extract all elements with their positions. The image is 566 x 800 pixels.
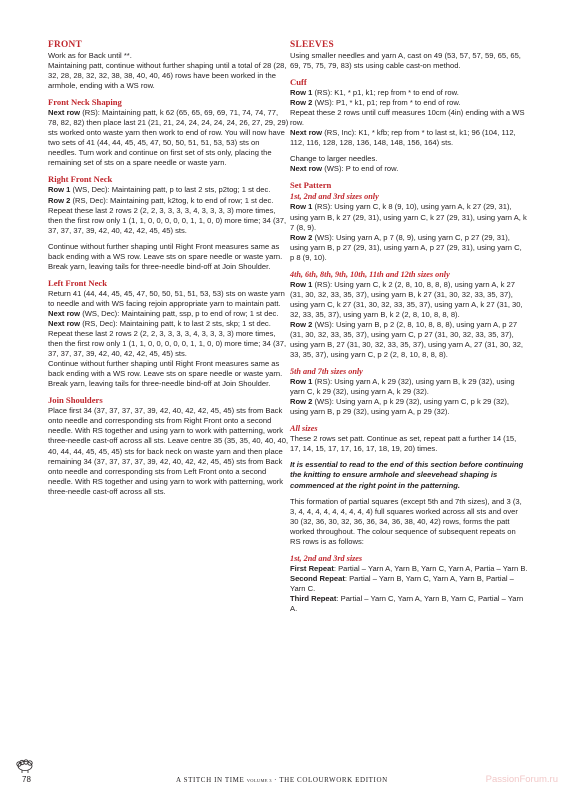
row-label: Row 2	[290, 98, 313, 108]
front-neck-shaping-heading: Front Neck Shaping	[48, 97, 122, 108]
sizes-subheading-1: 1st, 2nd and 3rd sizes only	[290, 192, 379, 202]
cuff-heading: Cuff	[290, 77, 307, 88]
sp1-row-1	[290, 202, 528, 232]
rfn-repeat-paragraph: Repeat these last 2 rows 2 (2, 2, 3, 3, 3, 3, 4, 3, 3, 3, 3) more times, then the first row only 1 (1, 1, 0, 0, 0, 0, 0, 1, 1, 0, 0) more time; 34 (37, 37, 37, 37, 39, 42, 40, 42, 42, 45, 45) sts.	[48, 205, 287, 235]
row-text: (RS): Using yarn A, k 29 (32), using yarn B, k 29 (32), using yarn C, k 29 (32), using yarn A, k 29 (32).	[290, 377, 515, 397]
row-text: (WS, Dec): Maintaining patt, p to last 2 sts, p2tog; 1 st dec.	[70, 185, 271, 195]
row-label: Row 1	[290, 279, 313, 289]
row-label: Row 2	[48, 195, 71, 205]
row-text: (WS): Using yarn A, p 7 (8, 9), using yarn C, p 27 (29, 31), using yarn B, p 27 (29, 31), using yarn A, p 27 (29, 31), using yarn C, p 8 (9, 10).	[290, 232, 522, 262]
row-text: (WS): P to end of row.	[322, 164, 399, 174]
important-note: It is essential to read to the end of this section before continuing the knitting to ensure armhole and sleevehead shaping is commenced at the right point in the patterning.	[290, 460, 524, 490]
right-front-neck-heading: Right Front Neck	[48, 174, 113, 185]
page-footer	[0, 772, 566, 794]
first-repeat	[290, 564, 528, 574]
lfn-next-row-2	[48, 319, 290, 329]
cuff-row-1	[290, 88, 528, 98]
row-label: Next row	[48, 308, 81, 318]
volume-label: VOLUME 3	[246, 778, 272, 783]
row-text: (RS): K1, * p1, k1; rep from * to end of row.	[312, 88, 459, 98]
watermark: PassionForum.ru	[485, 774, 558, 785]
sp3-row-1	[290, 377, 528, 397]
lfn-return-paragraph: Return 41 (44, 44, 45, 45, 47, 50, 50, 51, 51, 53, 53) sts on waste yarn to needle and with WS facing rejoin appropriate yarn to maintain patt.	[48, 288, 285, 308]
cuff-next-row	[290, 128, 528, 148]
right-column	[290, 40, 528, 614]
row-label: Next row	[290, 128, 323, 138]
cuff-next-row-2	[290, 164, 528, 174]
running-footer: A STITCH IN TIME VOLUME 3 · THE COLOURWORK EDITION	[176, 776, 388, 784]
row-text: (WS): Using yarn A, p k 29 (32), using yarn C, p k 29 (32), using yarn B, p 29 (32), using yarn A, p 29 (32).	[290, 397, 510, 417]
row-label: Next row	[48, 318, 81, 328]
edition-label: THE COLOURWORK EDITION	[279, 776, 388, 784]
left-front-neck-heading: Left Front Neck	[48, 277, 108, 288]
row-text: (RS): Using yarn C, k 8 (9, 10), using yarn A, k 27 (29, 31), using yarn B, k 27 (29, 31), using yarn C, k 27 (29, 31), using yarn A, k 7 (8, 9).	[290, 202, 527, 232]
row-text: (WS): P1, * k1, p1; rep from * to end of row.	[312, 98, 461, 108]
third-repeat	[290, 594, 528, 614]
sleeves-paragraph: Using smaller needles and yarn A, cast on 49 (53, 57, 57, 59, 65, 65, 69, 75, 75, 79, 83) sts using cable cast-on method.	[290, 51, 521, 71]
row-text: (RS, Dec): Maintaining patt, k2tog, k to end of row; 1 st dec.	[70, 195, 274, 205]
row-label: Row 2	[290, 232, 313, 242]
second-repeat	[290, 574, 528, 594]
row-text: (WS): Using yarn B, p 2 (2, 8, 10, 8, 8, 8), using yarn A, p 27 (31, 30, 32, 33, 35, 37), using yarn C, p 27 (31, 30, 32, 33, 35, 37), using yarn B, 27 (31, 30, 32, 33, 35, 37), using yarn A, 27 (31, 30, 32, 33, 35, 37), using yarn C, p 2 (2, 8, 10, 8, 8, 8).	[290, 319, 524, 360]
row-text: (RS): Maintaining patt, k 62 (65, 65, 69, 69, 71, 74, 74, 77, 78, 82, 82) then place last 21 (21, 21, 24, 24, 24, 24, 24, 26, 27, 29, 29) sts worked onto waste yarn then work to end of row. You will now have two sets of 41 (44, 44, 45, 45, 47, 50, 50, 51, 51, 53, 53) sts on needles. Turn work and continue on first set of sts only, placing the remaining set of sts on a spare needle or waste yarn.	[48, 108, 289, 168]
row-label: Next row	[290, 164, 323, 174]
row-text: (RS, Inc): K1, * kfb; rep from * to last st, k1; 96 (104, 112, 112, 116, 128, 128, 136, 148, 148, 156, 164) sts.	[290, 128, 516, 148]
join-shoulders-heading: Join Shoulders	[48, 395, 103, 406]
row-text: : Partial – Yarn C, Yarn A, Yarn B, Yarn C, Partial – Yarn A.	[290, 593, 524, 613]
sp1-row-2	[290, 233, 528, 263]
page-number: 78	[22, 775, 31, 784]
row-text: (RS, Dec): Maintaining patt, k to last 2 sts, skp; 1 st dec.	[80, 318, 271, 328]
join-shoulders-paragraph: Place first 34 (37, 37, 37, 37, 39, 42, 40, 42, 42, 45, 45) sts from Back onto needle and corresponding sts from Right Front onto a second needle. With RS together and using yarn to work with patterning, work three-needle cast-off across all sts. Leave centre 35 (35, 35, 40, 40, 40, 40, 44, 44, 45, 45, 45) sts for back neck on waste yarn and then place remaining 34 (37, 37, 37, 37, 39, 42, 40, 42, 42, 45, 45) sts from Back onto needle and corresponding sts from Left Front onto a second needle. With RS together and using yarn to work with patterning, work three-needle cast-off across all sts.	[48, 406, 289, 496]
sizes-subheading-3: 5th and 7th sizes only	[290, 367, 363, 377]
row-text: : Partial – Yarn B, Yarn C, Yarn A, Yarn B, Partial – Yarn C.	[290, 573, 514, 593]
sp2-row-2	[290, 320, 528, 360]
row-text: : Partial – Yarn A, Yarn B, Yarn C, Yarn A, Partia – Yarn B.	[333, 563, 528, 573]
row-label: Third Repeat	[290, 593, 337, 603]
row-label: Next row	[48, 108, 81, 118]
cuff-row-2	[290, 98, 528, 108]
lfn-next-row-1	[48, 309, 290, 319]
rfn-row-1	[48, 185, 290, 195]
row-label: Second Repeat	[290, 573, 345, 583]
row-label: Row 1	[290, 377, 313, 387]
sp4-paragraph: These 2 rows set patt. Continue as set, repeat patt a further 14 (15, 17, 14, 15, 17, 17, 16, 17, 18, 19, 20) times.	[290, 434, 517, 454]
sizes-subheading-2: 4th, 6th, 8th, 9th, 10th, 11th and 12th sizes only	[290, 269, 450, 279]
cuff-change-needles: Change to larger needles.	[290, 154, 378, 164]
row-label: Row 1	[48, 185, 71, 195]
front-paragraph: Work as for Back until **. Maintaining patt, continue without further shaping until a total of 28 (28, 32, 28, 28, 32, 32, 38, 38, 40, 40, 46) rows have been worked in the armhole, ending with a WS row.	[48, 51, 287, 91]
formation-paragraph: This formation of partial squares (except 5th and 7th sizes), and 3 (3, 3, 4, 4, 4, 4, 4, 4, 4, 4, 4) full squares worked across all sts and over 30 (32, 36, 30, 32, 36, 36, 34, 36, 38, 40, 42) rows, forms the patt worked throughout. The colour sequence of subsequent repeats on RS rows is as follows:	[290, 496, 522, 546]
front-neck-shaping-paragraph	[48, 108, 290, 168]
set-pattern-heading: Set Pattern	[290, 180, 332, 191]
row-label: First Repeat	[290, 563, 334, 573]
cuff-repeat-paragraph: Repeat these 2 rows until cuff measures 10cm (4in) ending with a WS row.	[290, 108, 525, 128]
row-label: Row 1	[290, 202, 313, 212]
row-label: Row 2	[290, 319, 313, 329]
front-heading: FRONT	[48, 40, 83, 50]
sleeves-heading: SLEEVES	[290, 40, 334, 50]
sizes-subheading-5: 1st, 2nd and 3rd sizes	[290, 553, 363, 563]
rfn-row-2	[48, 196, 290, 206]
row-text: (WS, Dec): Maintaining patt, ssp, p to end of row; 1 st dec.	[80, 308, 279, 318]
lfn-repeat-paragraph: Repeat these last 2 rows 2 (2, 2, 3, 3, 3, 3, 4, 3, 3, 3, 3) more times, then the first row only 1 (1, 1, 0, 0, 0, 0, 0, 1, 1, 0, 0) more time; 34 (37, 37, 37, 37, 39, 42, 40, 42, 42, 45, 45) sts. Continue without further shaping until Right Front measures same as back ending with a WS row. Leave sts on spare needle or waste yarn. Break yarn, leaving tails for three-needle bind-off at Join Shoulder.	[48, 329, 287, 389]
magazine-title: A STITCH IN TIME	[176, 776, 245, 784]
sp2-row-1	[290, 280, 528, 320]
row-text: (RS): Using yarn C, k 2 (2, 8, 10, 8, 8, 8), using yarn A, k 27 (31, 30, 32, 33, 35, 37), using yarn B, k 27 (31, 30, 32, 33, 35, 37), using yarn C, k 27 (31, 30, 32, 33, 35, 37), using yarn A, k 27 (31, 30, 32, 33, 35, 37), using yarn B, k 2 (2, 8, 10, 8, 8, 8).	[290, 279, 523, 319]
rfn-continue-paragraph: Continue without further shaping until Right Front measures same as back ending with a WS row. Leave sts on spare needle or waste yarn. Break yarn, leaving tails for three-needle bind-off at Join Shoulder.	[48, 241, 283, 271]
sheep-icon	[14, 758, 36, 774]
left-column	[48, 40, 290, 503]
sp3-row-2	[290, 397, 528, 417]
sizes-subheading-4: All sizes	[290, 424, 318, 434]
row-label: Row 2	[290, 397, 313, 407]
row-label: Row 1	[290, 88, 313, 98]
